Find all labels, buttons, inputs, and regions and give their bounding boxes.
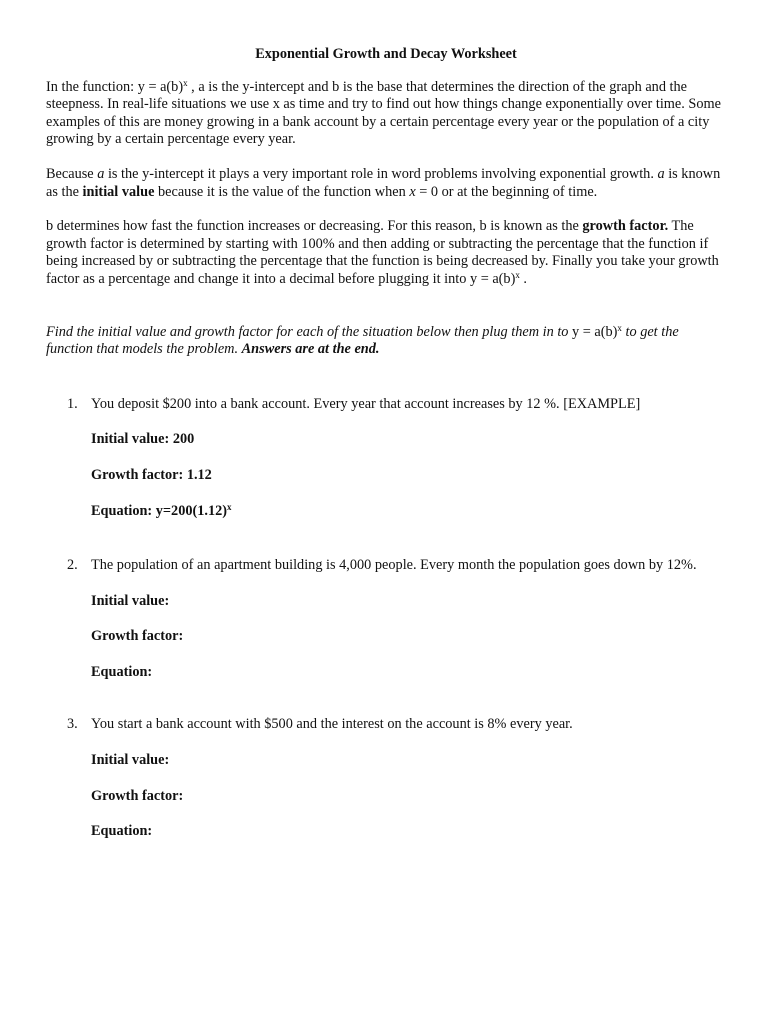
growth-factor-label: Growth factor: 1.12 (91, 466, 212, 483)
problem-number: 2. (67, 557, 78, 574)
instructions (46, 324, 726, 359)
growth-factor-label: Growth factor: (91, 787, 184, 804)
problem-text: You deposit $200 into a bank account. Every year that account increases by 12 %. [EXAMPLE] (91, 395, 641, 412)
iv-var-a-1: a (97, 165, 105, 182)
iv-text-2: is the y-intercept it plays a very important role in word problems involving exponential growth. (104, 165, 658, 182)
intro-exponent: x (183, 77, 188, 88)
problem-text: The population of an apartment building is 4,000 people. Every month the population goes down by 12%. (91, 557, 697, 574)
initial-value-label: Initial value: (91, 592, 170, 609)
instr-equation: y = a(b) (572, 323, 618, 340)
gf-exponent: x (515, 269, 520, 280)
equation-exponent: x (227, 501, 232, 512)
initial-value-paragraph (46, 166, 726, 201)
iv-var-x: x (409, 183, 416, 200)
iv-term-initial-value: initial value (82, 183, 155, 200)
instr-text-2: to get the function that models the problem. (46, 323, 679, 358)
problem-list (46, 396, 726, 841)
growth-factor-paragraph (46, 218, 726, 288)
problem-number: 3. (67, 716, 78, 733)
equation-label: Equation: (91, 823, 153, 840)
gf-text-2: The growth factor is determined by starting with 100% and then adding or subtracting the percentage that the function if being increased by or subtracting the percentage that the function is being decreased by. Finally you take your growth factor as a percentage and change it into a decimal before plugging it into y = a(b) (46, 218, 719, 287)
problem-item (46, 716, 726, 840)
initial-value-label: Initial value: 200 (91, 431, 195, 448)
problem-text: You start a bank account with $500 and the interest on the account is 8% every year. (91, 716, 573, 733)
iv-var-a-2: a (657, 165, 665, 182)
initial-value-label: Initial value: (91, 752, 170, 769)
growth-factor-label: Growth factor: (91, 628, 184, 645)
equation-label: Equation: (91, 663, 153, 680)
equation-label (91, 503, 726, 521)
problem-item (46, 557, 726, 681)
intro-paragraph (46, 79, 726, 149)
gf-text-3: . (519, 270, 528, 287)
iv-text-1: Because (46, 165, 98, 182)
iv-text-4: because it is the value of the function when (154, 183, 410, 200)
worksheet-page (46, 46, 726, 841)
iv-text-5: = 0 or at the beginning of time. (415, 183, 598, 200)
instr-text-1: Find the initial value and growth factor for each of the situation below then plug them in to (46, 323, 573, 340)
intro-text-rest: , a is the y-intercept and b is the base that determines the direction of the graph and the steepness. In real-life situations we use x as time and try to find out how things change exponentially over time. Some examples of this are money growing in a bank account by a certain percentage every year or the population of a city growing by a certain percentage every year. (46, 78, 721, 148)
gf-text-1: b determines how fast the function increases or decreasing. For this reason, b is known as the (46, 218, 583, 235)
worksheet-title: Exponential Growth and Decay Worksheet (255, 46, 517, 62)
gf-term-growth-factor: growth factor. (582, 218, 669, 235)
iv-text-3: is known as the (46, 165, 721, 200)
instr-exponent: x (617, 322, 622, 333)
problem-number: 1. (67, 395, 78, 412)
problem-item (46, 396, 726, 520)
intro-text-start: In the function: y = a(b) (46, 78, 184, 95)
equation-text: Equation: y=200(1.12) (91, 502, 228, 519)
instr-answers-note: Answers are at the end. (241, 341, 380, 358)
